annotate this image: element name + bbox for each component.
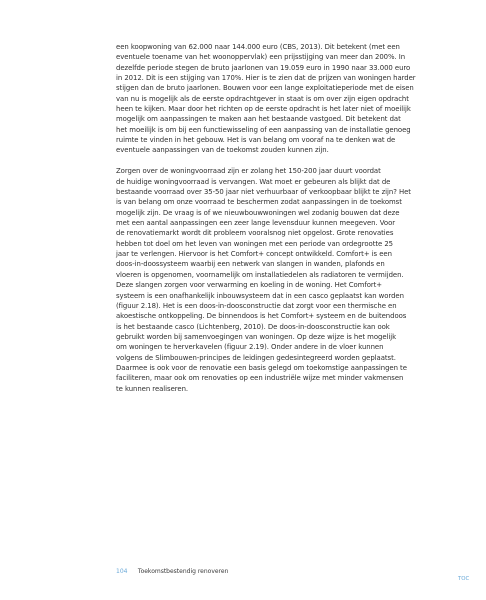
text-line: om woningen te herverkavelen (figuur 2.19). Onder andere in de vloer kunnen: [116, 343, 384, 352]
text-line: doos-in-doossysteem waarbij een netwerk van slangen in wanden, plafonds en: [116, 260, 385, 269]
running-title: Toekomstbestendig renoveren: [137, 568, 229, 575]
page-footer: [116, 568, 228, 576]
text-line: vloeren is opgenomen, voornamelijk om installatiedelen als radiatoren te vermijden.: [116, 270, 404, 279]
text-line: is van belang om onze voorraad te beschermen zodat aanpassingen in de toekomst: [116, 198, 402, 207]
text-line: te kunnen realiseren.: [116, 384, 189, 393]
text-line: van nu is mogelijk als de eerste opdrachtgever in staat is om over zijn eigen opdracht: [116, 94, 409, 103]
text-line: mogelijk zijn. De vraag is of we nieuwbouwwoningen wel zodanig bouwen dat deze: [116, 208, 400, 217]
text-line: met een aantal aanpassingen een zeer lange levensduur kunnen meegeven. Voor: [116, 219, 396, 228]
text-line: Deze slangen zorgen voor verwarming en koeling in de woning. Het Comfort+: [116, 281, 383, 290]
toc-link[interactable]: TOC: [458, 576, 470, 582]
text-line: heen te kijken. Maar door het richten op de eerste opdracht is het later niet of moeilijk: [116, 105, 411, 114]
text-line: volgens de Slimbouwen-principes de leidingen gedesintegreerd worden geplaatst.: [116, 353, 396, 362]
text-line: een koopwoning van 62.000 naar 144.000 euro (CBS, 2013). Dit betekent (met een: [116, 43, 400, 51]
text-line: gebruikt worden bij samenvoegingen van woningen. Op deze wijze is het mogelijk: [116, 332, 397, 341]
text-line: eventuele aanpassingen van de toekomst zouden kunnen zijn.: [116, 146, 329, 155]
text-line: faciliteren, maar ook om renovaties op een industriële wijze met minder vakmensen: [116, 374, 404, 383]
text-line: systeem is een onafhankelijk inbouwsysteem dat in een casco geplaatst kan worden: [116, 291, 404, 300]
text-line: ruimte te vinden in het gebouw. Het is van belang om vooraf na te denken wat de: [116, 136, 396, 145]
text-line: is het bestaande casco (Lichtenberg, 2010). De doos-in-doosconstructie kan ook: [116, 322, 390, 331]
body-text: [116, 42, 434, 394]
text-line: de huidige woningvoorraad is vervangen. Wat moet er gebeuren als blijkt dat de: [116, 177, 391, 186]
text-line: akoestische ontkoppeling. De binnendoos is het Comfort+ systeem en de buitendoos: [116, 312, 407, 321]
text-line: jaar te verlengen. Hiervoor is het Comfort+ concept ontwikkeld. Comfort+ is een: [116, 250, 392, 259]
text-line: dezelfde periode stegen de bruto jaarlonen van 19.059 euro in 1990 naar 33.000 euro: [116, 63, 411, 72]
text-line: (figuur 2.18). Het is een doos-in-doosconstructie dat zorgt voor een thermische en: [116, 301, 397, 310]
text-line: mogelijk om aanpassingen te maken aan het bestaande vastgoed. Dit betekent dat: [116, 115, 401, 124]
paragraph-2: [116, 166, 434, 394]
text-line: stijgen dan de bruto jaarlonen. Bouwen voor een lange exploitatieperiode met de eisen: [116, 84, 414, 93]
text-line: Daarmee is ook voor de renovatie een basis gelegd om toekomstige aanpassingen te: [116, 363, 407, 372]
text-line: hebben tot doel om het leven van woningen met een periode van ordegrootte 25: [116, 239, 394, 248]
text-line: bestaande voorraad over 35-50 jaar niet verhuurbaar of verkoopbaar blijkt te zijn? Het: [116, 188, 411, 197]
text-line: in 2012. Dit is een stijging van 170%. Hier is te zien dat de prijzen van woningen harder: [116, 74, 416, 83]
text-line: het moeilijk is om bij een functiewisseling of een aanpassing van de installatie genoeg: [116, 125, 411, 134]
page-number: 104: [116, 568, 128, 575]
text-line: Zorgen over de woningvoorraad zijn er zolang het 150-200 jaar duurt voordat: [116, 167, 381, 176]
text-line: de renovatiemarkt wordt dit probleem vooralsnog niet opgelost. Grote renovaties: [116, 229, 394, 238]
paragraph-1: [116, 42, 434, 156]
text-line: eventuele toename van het woonoppervlak) een prijsstijging van meer dan 200%. In: [116, 53, 406, 62]
